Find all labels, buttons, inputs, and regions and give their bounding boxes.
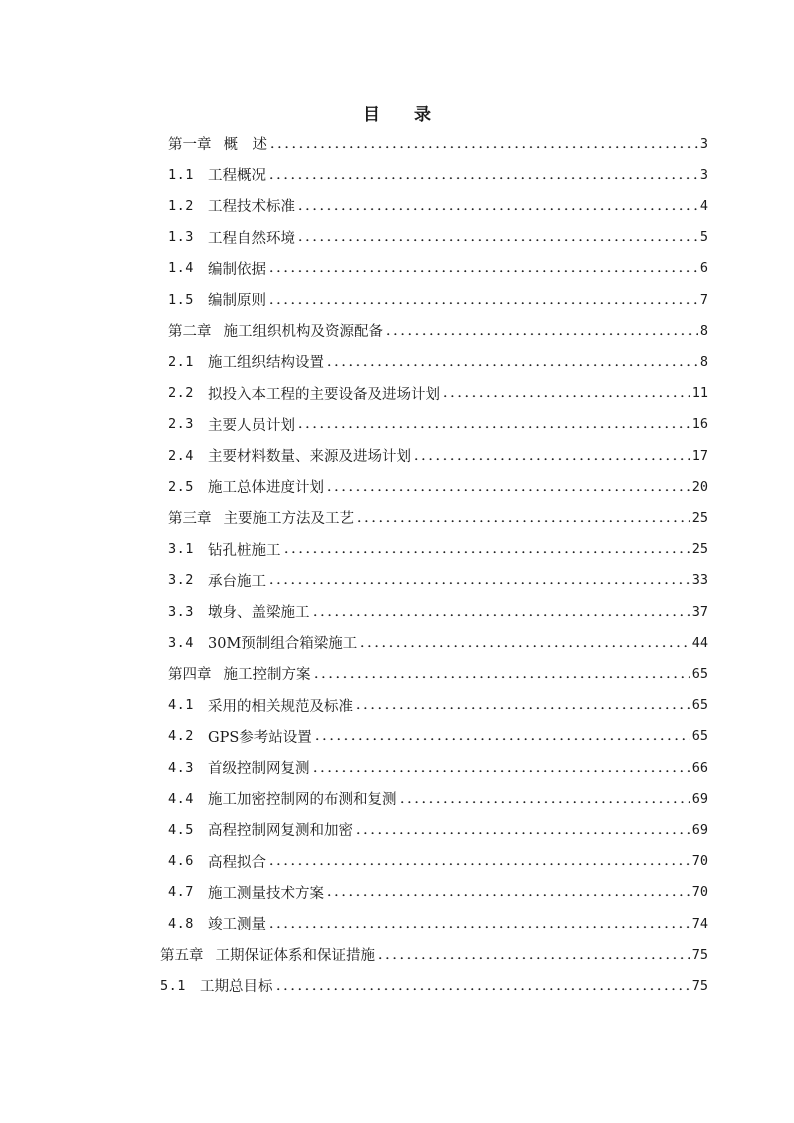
dot-leader — [387, 321, 698, 341]
chapter-number: 第五章 — [160, 948, 204, 965]
dot-leader — [415, 446, 690, 466]
page-number: 65 — [691, 665, 708, 682]
toc-section-entry[interactable] — [168, 846, 708, 877]
dot-leader — [299, 196, 698, 216]
dot-leader — [328, 352, 698, 372]
toc-section-entry[interactable] — [168, 596, 708, 627]
dot-leader — [277, 976, 690, 996]
dot-leader — [328, 477, 690, 497]
toc-chapter-entry[interactable] — [168, 502, 708, 533]
dot-leader — [299, 414, 690, 434]
section-number: 4.7 — [168, 884, 194, 901]
section-number: 1.4 — [168, 260, 194, 277]
page-number: 8 — [699, 322, 708, 339]
entry-title: 工期总目标 — [200, 979, 273, 996]
chapter-number: 第一章 — [168, 137, 212, 153]
dot-leader — [270, 258, 698, 278]
dot-leader — [270, 914, 690, 934]
section-number: 4.3 — [168, 759, 194, 776]
entry-title: 主要人员计划 — [208, 417, 295, 434]
page-number: 7 — [699, 291, 708, 308]
page-number: 25 — [691, 509, 708, 526]
toc-section-entry[interactable] — [160, 970, 708, 1001]
toc-section-entry[interactable] — [168, 565, 708, 596]
page-number: 75 — [691, 946, 708, 963]
toc-section-entry[interactable] — [168, 471, 708, 502]
page-number: 6 — [699, 260, 708, 277]
entry-title: 拟投入本工程的主要设备及进场计划 — [208, 386, 440, 403]
toc-chapter-entry[interactable] — [168, 315, 708, 346]
dot-leader — [357, 695, 690, 715]
page-number: 44 — [691, 634, 708, 651]
section-number: 3.2 — [168, 572, 194, 589]
dot-leader — [314, 602, 690, 622]
entry-title: 施工测量技术方案 — [208, 885, 324, 902]
section-number: 2.3 — [168, 416, 194, 433]
toc-section-entry[interactable] — [168, 627, 708, 658]
page-number: 17 — [691, 447, 708, 464]
page-number: 74 — [691, 915, 708, 932]
entry-title: 工期保证体系和保证措施 — [215, 948, 375, 965]
dot-leader — [361, 633, 689, 653]
toc-section-entry[interactable] — [168, 378, 708, 409]
entry-title: 概 述 — [223, 137, 267, 153]
toc-section-entry[interactable] — [168, 752, 708, 783]
section-number: 4.8 — [168, 915, 194, 932]
toc-chapter-entry[interactable] — [160, 939, 708, 970]
dot-leader — [270, 851, 690, 871]
toc-section-entry[interactable] — [168, 284, 708, 315]
chapter-number: 第二章 — [168, 324, 212, 341]
toc-section-entry[interactable] — [168, 534, 708, 565]
dot-leader — [328, 882, 690, 902]
section-number: 4.1 — [168, 697, 194, 714]
page-number: 8 — [699, 353, 708, 370]
entry-title: 主要施工方法及工艺 — [223, 511, 354, 528]
toc-section-entry[interactable] — [168, 190, 708, 221]
toc-section-entry[interactable] — [168, 908, 708, 939]
page-number: 70 — [691, 853, 708, 870]
section-number: 1.1 — [168, 166, 194, 183]
dot-leader — [270, 290, 698, 310]
entry-title: 编制原则 — [208, 293, 266, 309]
section-number: 2.4 — [168, 447, 194, 464]
dot-leader — [316, 726, 690, 746]
page-number: 69 — [691, 790, 708, 807]
page-number: 37 — [691, 603, 708, 620]
dot-leader — [358, 508, 690, 528]
section-number: 2.2 — [168, 385, 194, 402]
page-number: 5 — [699, 229, 708, 246]
page-number: 65 — [691, 697, 708, 714]
toc-section-entry[interactable] — [168, 159, 708, 190]
dot-leader — [271, 134, 698, 154]
entry-title: 主要材料数量、来源及进场计划 — [208, 449, 411, 465]
section-number: 5.1 — [160, 977, 186, 994]
entry-title: 首级控制网复测 — [208, 761, 310, 777]
section-number: 3.3 — [168, 603, 194, 620]
section-number: 1.5 — [168, 291, 194, 308]
toc-title: 目 录 — [363, 105, 445, 125]
chapter-number: 第四章 — [168, 667, 212, 684]
section-number: 2.1 — [168, 353, 194, 370]
entry-title: 墩身、盖梁施工 — [208, 605, 310, 621]
entry-title: 施工加密控制网的布测和复测 — [208, 792, 397, 809]
page-number: 3 — [699, 135, 708, 152]
chapter-number: 第三章 — [168, 511, 212, 528]
entry-title: 施工总体进度计划 — [208, 480, 324, 497]
entry-title: 高程控制网复测和加密 — [208, 823, 353, 840]
section-number: 1.3 — [168, 229, 194, 246]
page-number: 66 — [691, 759, 708, 776]
toc-section-entry[interactable] — [168, 690, 708, 721]
toc-section-entry[interactable] — [168, 253, 708, 284]
page-number: 3 — [699, 166, 708, 183]
page-number: 70 — [691, 884, 708, 901]
entry-title: 施工控制方案 — [223, 667, 311, 684]
entry-title: 采用的相关规范及标准 — [208, 698, 353, 715]
entry-title: 工程概况 — [208, 168, 266, 185]
toc-section-entry[interactable] — [168, 814, 708, 845]
dot-leader — [444, 383, 690, 403]
page-number: 4 — [699, 197, 708, 214]
page-number: 11 — [691, 385, 708, 402]
toc-section-entry[interactable] — [168, 346, 708, 377]
section-number: 2.5 — [168, 478, 194, 495]
section-number: 4.2 — [168, 728, 194, 745]
section-number: 1.2 — [168, 197, 194, 214]
dot-leader — [299, 227, 698, 247]
page-number: 20 — [691, 478, 708, 495]
entry-title: 编制依据 — [208, 261, 266, 278]
dot-leader — [357, 820, 690, 840]
section-number: 4.5 — [168, 821, 194, 838]
dot-leader — [270, 570, 690, 590]
section-number: 3.4 — [168, 634, 194, 651]
dot-leader — [315, 664, 690, 684]
page-number: 69 — [691, 821, 708, 838]
entry-title: 30M预制组合箱梁施工 — [208, 636, 358, 653]
dot-leader — [379, 945, 690, 965]
dot-leader — [401, 789, 690, 809]
toc-section-entry[interactable] — [168, 721, 708, 752]
toc-section-entry[interactable] — [168, 409, 708, 440]
toc-chapter-entry[interactable] — [168, 128, 708, 159]
page-number: 33 — [691, 572, 708, 589]
toc-chapter-entry[interactable] — [168, 658, 708, 689]
toc-section-entry[interactable] — [168, 222, 708, 253]
dot-leader — [285, 539, 690, 559]
entry-title: 施工组织机构及资源配备 — [223, 324, 383, 341]
section-number: 4.4 — [168, 790, 194, 807]
toc-section-entry[interactable] — [168, 877, 708, 908]
page-number: 65 — [691, 728, 708, 745]
page-number: 75 — [691, 977, 708, 994]
toc-section-entry[interactable] — [168, 440, 708, 471]
section-number: 4.6 — [168, 853, 194, 870]
page-number: 16 — [691, 416, 708, 433]
section-number: 3.1 — [168, 541, 194, 558]
entry-title: 承台施工 — [208, 573, 266, 590]
toc-section-entry[interactable] — [168, 783, 708, 814]
dot-leader — [270, 165, 698, 185]
entry-title: 竣工测量 — [208, 917, 266, 933]
entry-title: 工程技术标准 — [208, 199, 295, 216]
entry-title: 高程拟合 — [208, 854, 266, 871]
dot-leader — [314, 758, 690, 778]
entry-title: 钻孔桩施工 — [208, 542, 281, 559]
entry-title: 施工组织结构设置 — [208, 355, 324, 372]
page-number: 25 — [691, 541, 708, 558]
entry-title: 工程自然环境 — [208, 230, 295, 247]
entry-title: GPS参考站设置 — [208, 729, 312, 746]
